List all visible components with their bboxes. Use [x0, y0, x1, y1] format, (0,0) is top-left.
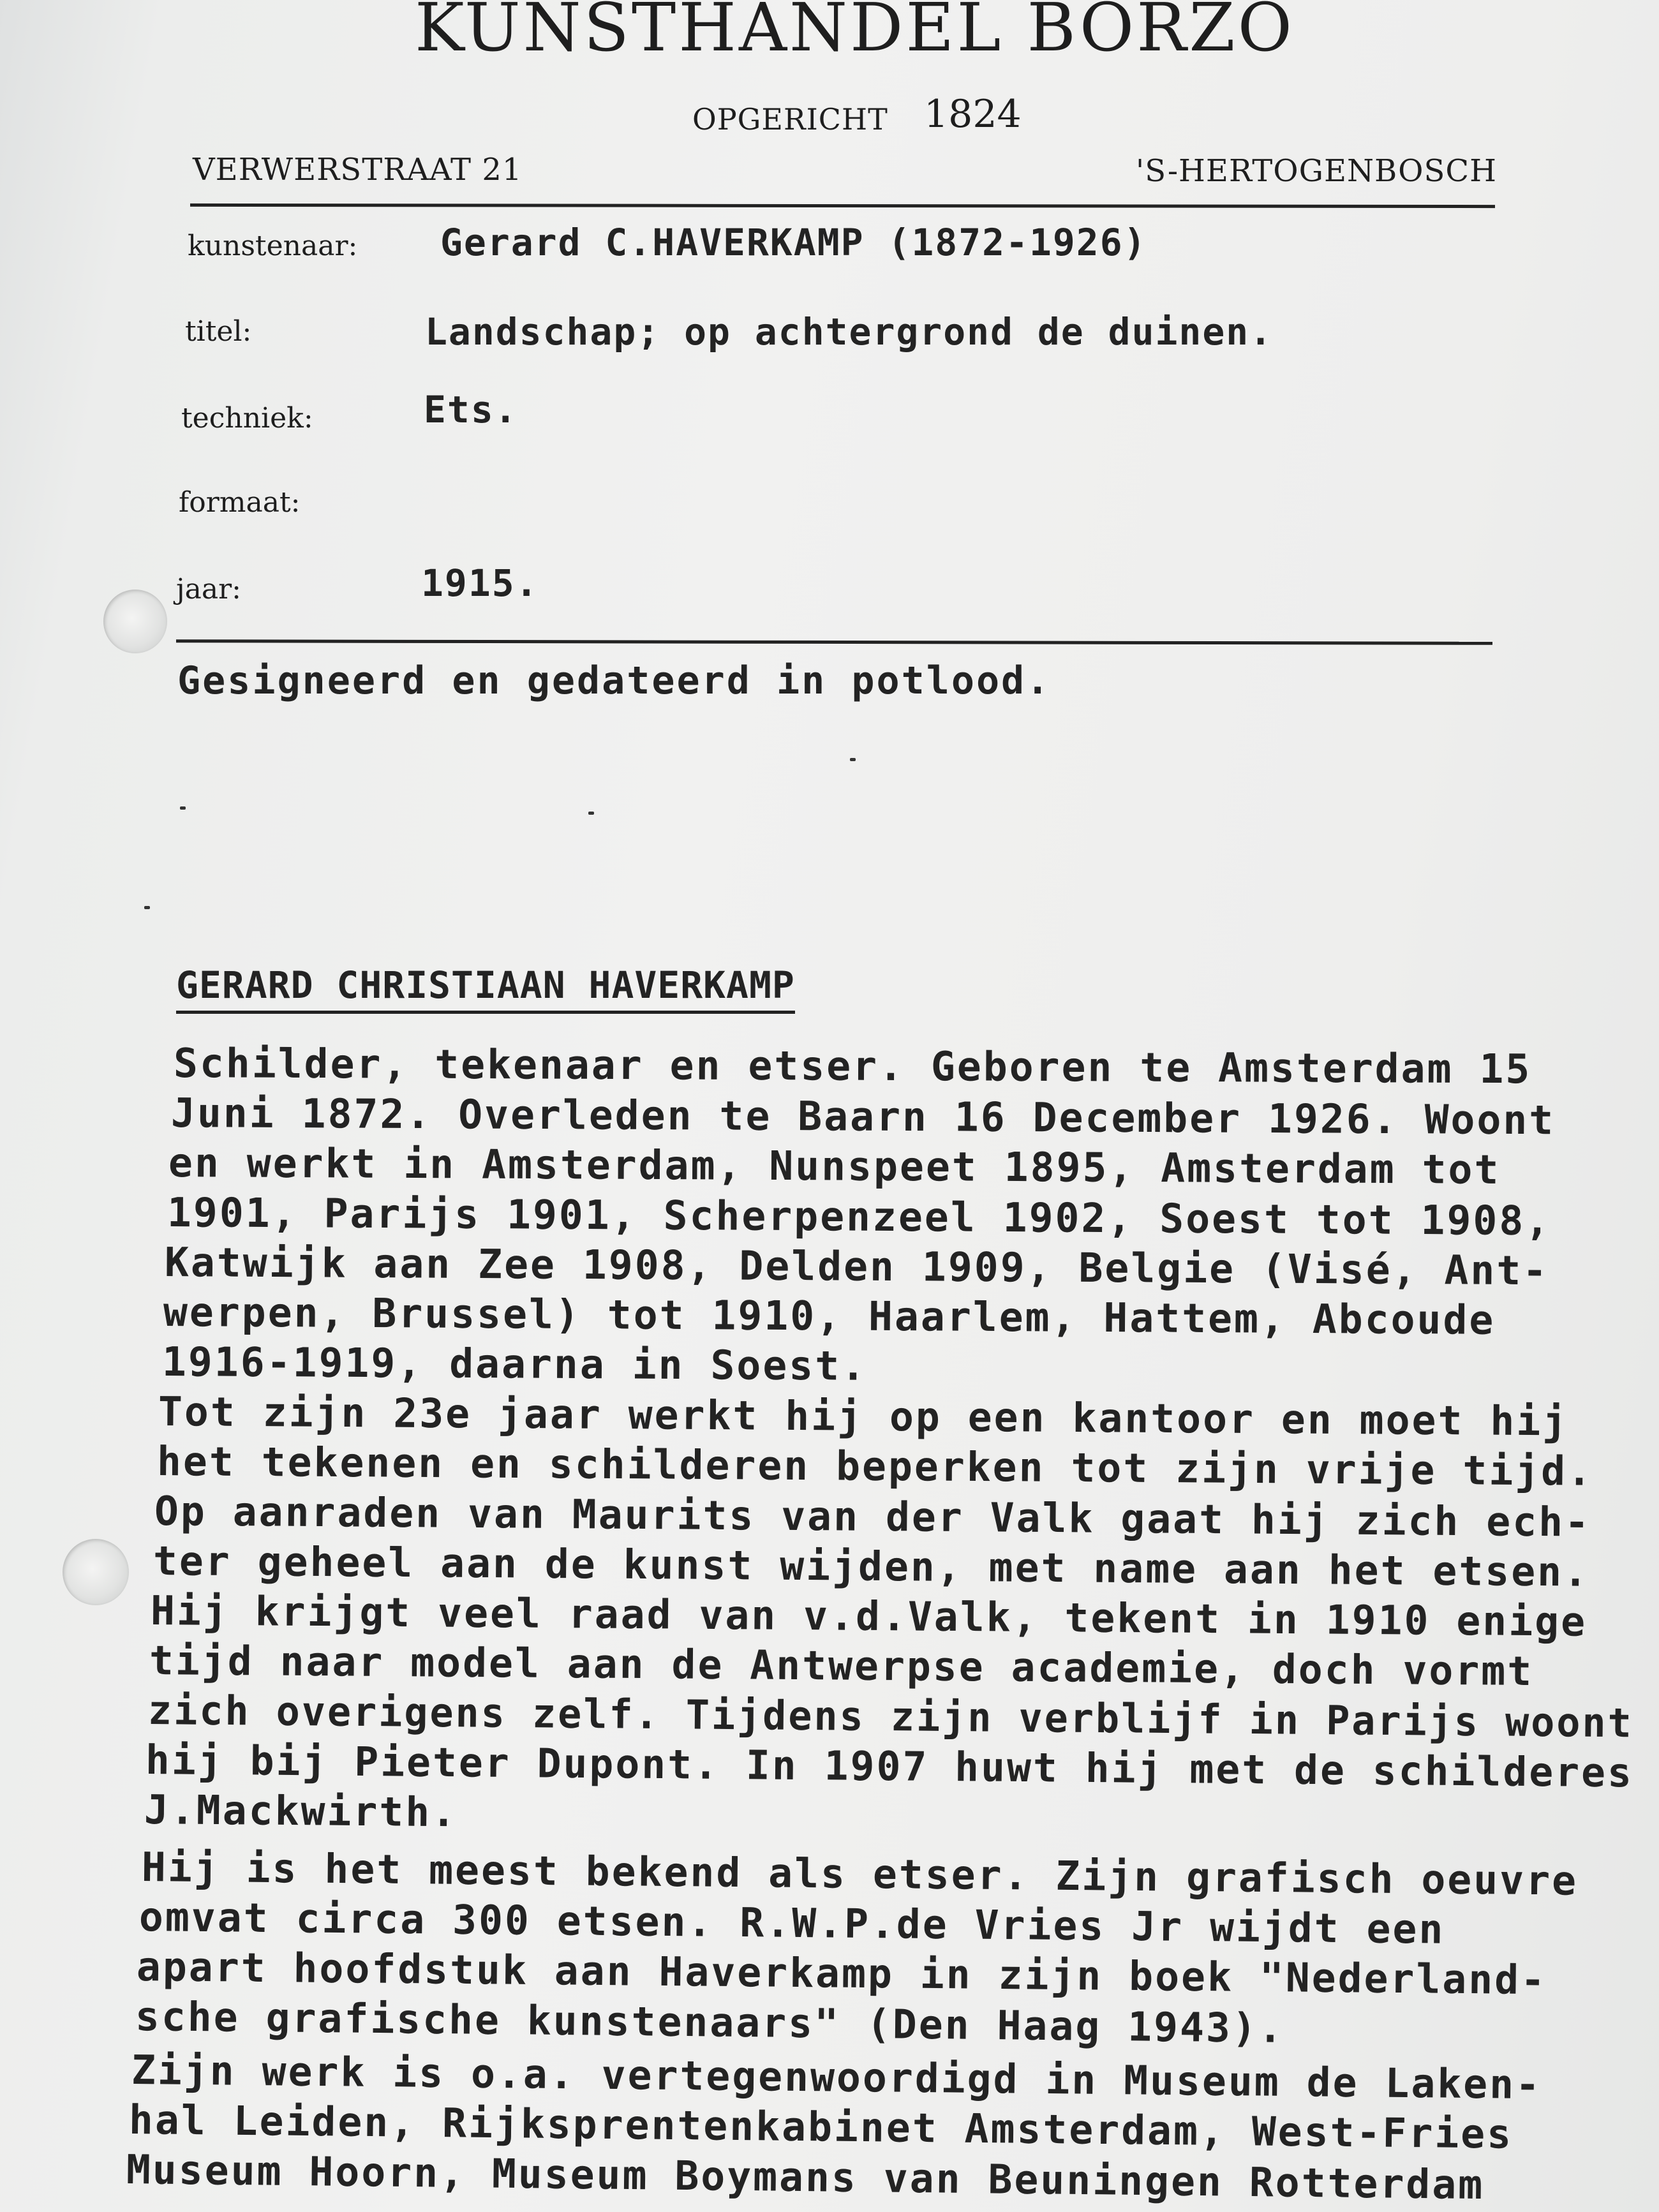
biography-line: omvat circa 300 etsen. R.W.P.de Vries Jr wijdt een: [138, 1894, 1445, 1953]
biography-line: sche grafische kunstenaars" (Den Haag 1943).: [135, 1993, 1285, 2052]
biography-line: 1901, Parijs 1901, Scherpenzeel 1902, Soest tot 1908,: [167, 1189, 1552, 1245]
letterhead-founded-year: 1824: [924, 92, 1022, 137]
field-value-titel: Landschap; op achtergrond de duinen.: [425, 310, 1274, 353]
fields-divider: [176, 639, 1492, 645]
biography-line: zich overigens zelf. Tijdens zijn verblijf in Parijs woont: [147, 1687, 1634, 1747]
biography-line: het tekenen en schilderen beperken tot zijn vrije tijd.: [156, 1438, 1594, 1495]
punch-hole-top: [103, 590, 167, 653]
biography-line: en werkt in Amsterdam, Nunspeet 1895, Amsterdam tot: [168, 1139, 1501, 1193]
field-label-kunstenaar: kunstenaar:: [188, 230, 358, 262]
biography-title: GERARD CHRISTIAAN HAVERKAMP: [176, 963, 795, 1014]
biography-line: ter geheel aan de kunst wijden, met name aan het etsen.: [153, 1538, 1590, 1596]
field-label-titel: titel:: [185, 315, 252, 348]
signature-note: Gesigneerd en gedateerd in potlood.: [177, 658, 1052, 703]
field-label-techniek: techniek:: [181, 402, 313, 434]
biography-line: apart hoofdstuk aan Haverkamp in zijn boek "Nederland-: [136, 1943, 1547, 2004]
biography-line: werpen, Brussel) tot 1910, Haarlem, Hattem, Abcoude: [163, 1289, 1496, 1344]
biography-line: Op aanraden van Maurits van der Valk gaat hij zich ech-: [154, 1488, 1591, 1546]
biography-line: 1916-1919, daarna in Soest.: [161, 1339, 868, 1390]
paper-speck: [144, 906, 150, 909]
paper-speck: [180, 806, 186, 810]
biography-line: hal Leiden, Rijksprentenkabinet Amsterdam, West-Fries: [128, 2097, 1514, 2158]
letterhead-founded-label: OPGERICHT: [692, 102, 888, 137]
biography-line: tijd naar model aan de Antwerpse academie, doch vormt: [149, 1637, 1534, 1695]
biography-line: Schilder, tekenaar en etser. Geboren te Amsterdam 15: [173, 1040, 1532, 1093]
letterhead-city: 'S-HERTOGENBOSCH: [1136, 153, 1497, 189]
biography-line: Katwijk aan Zee 1908, Delden 1909, Belgie (Visé, Ant-: [164, 1239, 1549, 1295]
biography-line: Museum Hoorn, Museum Boymans van Beuningen Rotterdam: [126, 2146, 1485, 2209]
letterhead-street-address: VERWERSTRAAT 21: [193, 152, 523, 188]
biography-line: J.Mackwirth.: [144, 1786, 458, 1836]
punch-hole-bottom: [63, 1539, 129, 1605]
letterhead-brand: KUNSTHANDEL BORZO: [415, 0, 1295, 66]
letterhead-divider: [190, 204, 1495, 208]
field-value-jaar: 1915.: [421, 561, 539, 605]
biography-line: Tot zijn 23e jaar werkt hij op een kantoor en moet hij: [158, 1388, 1569, 1445]
biography-line: Hij krijgt veel raad van v.d.Valk, tekent in 1910 enige: [150, 1587, 1588, 1645]
field-label-jaar: jaar:: [176, 573, 241, 605]
field-value-kunstenaar: Gerard C.HAVERKAMP (1872-1926): [440, 221, 1147, 264]
field-value-techniek: Ets.: [424, 388, 518, 431]
paper-speck: [588, 812, 594, 815]
field-label-formaat: formaat:: [179, 486, 301, 519]
biography-line: Juni 1872. Overleden te Baarn 16 December 1926. Woont: [170, 1090, 1556, 1144]
biography-line: Hij is het meest bekend als etser. Zijn grafisch oeuvre: [141, 1844, 1579, 1904]
biography-line: Zijn werk is o.a. vertegenwoordigd in Museum de Laken-: [131, 2047, 1542, 2109]
biography-line: hij bij Pieter Dupont. In 1907 huwt hij met de schilderes: [145, 1737, 1634, 1797]
paper-speck: [850, 758, 856, 761]
